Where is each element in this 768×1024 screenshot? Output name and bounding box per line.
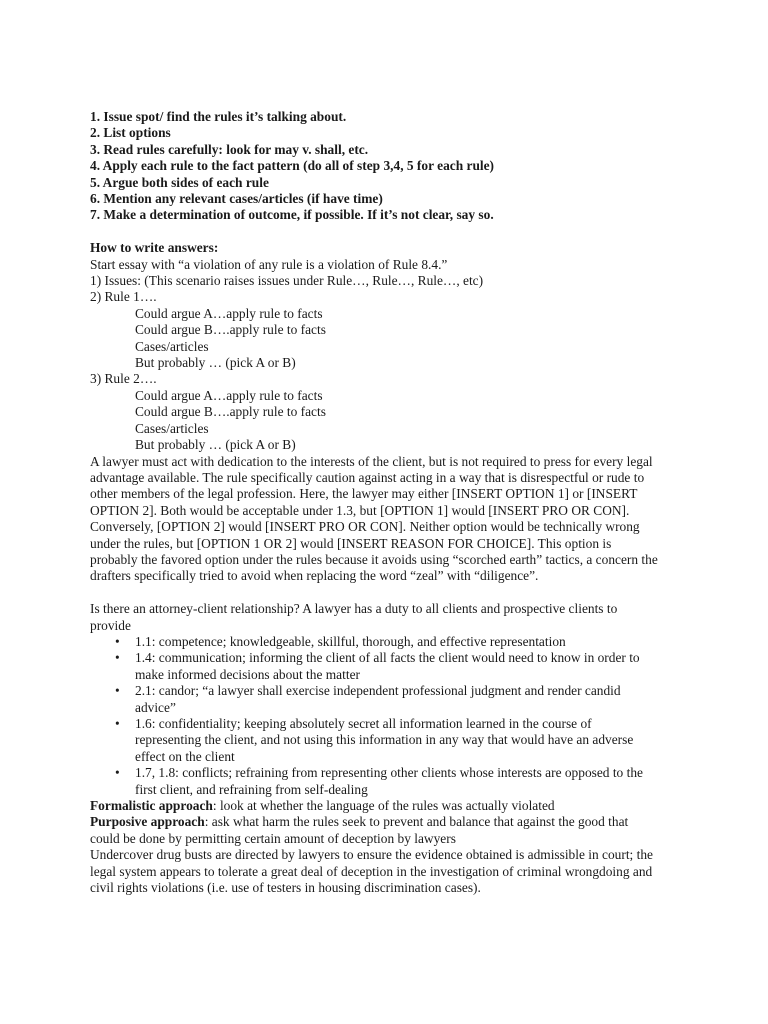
list-item-text: make informed decisions about the matter	[135, 666, 360, 682]
rule-line: Could argue B….apply rule to facts	[135, 404, 326, 420]
rule-line: Could argue B….apply rule to facts	[135, 322, 326, 338]
list-item-text: 1.6: confidentiality; keeping absolutely secret all information learned in the course of	[135, 716, 592, 731]
duties-list	[90, 634, 690, 798]
step-item: 5. Argue both sides of each rule	[90, 174, 269, 190]
purposive-label: Purposive approach	[90, 814, 205, 830]
step-item: 2. List options	[90, 125, 171, 141]
dedication-paragraph	[90, 454, 690, 585]
list-item-text: 1.4: communication; informing the client of all facts the client would need to know in order to	[135, 650, 640, 666]
purposive-text: : ask what harm the rules seek to prevent and balance that against the good that	[204, 814, 629, 830]
spacer	[90, 585, 690, 601]
rule-line: Cases/articles	[135, 420, 209, 436]
section-heading: How to write answers:	[90, 240, 219, 256]
list-item	[90, 765, 690, 798]
paragraph-line: under the rules, but [OPTION 1 OR 2] would [INSERT REASON FOR CHOICE]. This option is	[90, 535, 612, 551]
start-instruction: Start essay with “a violation of any rule is a violation of Rule 8.4.”	[90, 256, 448, 272]
purposive-continuation: could be done by permitting certain amount of deception by lawyers	[90, 830, 456, 846]
step-item: 3. Read rules carefully: look for may v. shall, etc.	[90, 141, 369, 157]
formalistic-text: : look at whether the language of the rules was actually violated	[212, 798, 555, 814]
document-body	[90, 109, 690, 896]
paragraph-line: advantage available. The rule specifically caution against acting in a way that is disrespectful or rude to	[90, 469, 645, 485]
list-item-text: first client, and refraining from self-dealing	[135, 781, 368, 797]
paragraph-line: A lawyer must act with dedication to the interests of the client, but is not required to press for every legal	[90, 453, 653, 469]
spacer	[90, 224, 690, 240]
closing-paragraph	[90, 847, 690, 896]
rule-line: But probably … (pick A or B)	[135, 355, 296, 371]
rule-line: But probably … (pick A or B)	[135, 437, 296, 453]
list-item-text: 1.7, 1.8: conflicts; refraining from representing other clients whose interests are opposed to the	[135, 765, 643, 781]
list-item	[90, 716, 690, 765]
list-item-text: 2.1: candor; “a lawyer shall exercise independent professional judgment and render candid	[135, 683, 621, 699]
paragraph-line: OPTION 2]. Both would be acceptable under 1.3, but [OPTION 1] would [INSERT PRO OR CON].	[90, 502, 630, 518]
formalistic-line	[90, 798, 690, 814]
bullet-icon: •	[115, 650, 120, 666]
list-item	[90, 650, 690, 683]
paragraph-line: legal system appears to tolerate a great deal of deception in the investigation of criminal wrongdoing and	[90, 863, 653, 879]
step-item: 1. Issue spot/ find the rules it’s talking about.	[90, 109, 347, 124]
step-item: 6. Mention any relevant cases/articles (if have time)	[90, 191, 383, 207]
rule-line: Could argue A…apply rule to facts	[135, 305, 323, 321]
paragraph-line: other members of the legal profession. Here, the lawyer may either [INSERT OPTION 1] or [INSERT	[90, 486, 638, 502]
paragraph-line: provide	[90, 617, 131, 633]
paragraph-line: probably the favored option under the rules because it avoids using “scorched earth” tactics, a concern the	[90, 551, 658, 567]
list-item-text: representing the client, and not using this information in any way that would have an adverse	[135, 732, 634, 748]
list-item-text: advice”	[135, 699, 176, 715]
paragraph-line: drafters specifically tried to avoid when replacing the word “zeal” with “diligence”.	[90, 568, 539, 584]
list-item	[90, 683, 690, 716]
formalistic-label: Formalistic approach	[90, 798, 213, 814]
paragraph-line: Conversely, [OPTION 2] would [INSERT PRO OR CON]. Neither option would be technically wrong	[90, 519, 640, 535]
rule-heading: 3) Rule 2….	[90, 371, 157, 387]
rule-heading: 2) Rule 1….	[90, 289, 157, 305]
bullet-icon: •	[115, 765, 120, 781]
rule-line: Cases/articles	[135, 338, 209, 354]
bullet-icon: •	[115, 683, 120, 699]
list-item	[90, 634, 690, 650]
issues-line: 1) Issues: (This scenario raises issues under Rule…, Rule…, Rule…, etc)	[90, 273, 484, 289]
rule-line: Could argue A…apply rule to facts	[135, 387, 323, 403]
approaches-section	[90, 798, 690, 847]
purposive-line	[90, 814, 690, 830]
list-item-text: 1.1: competence; knowledgeable, skillful, thorough, and effective representation	[135, 633, 566, 649]
paragraph-line: civil rights violations (i.e. use of testers in housing discrimination cases).	[90, 880, 481, 896]
relationship-section	[90, 601, 690, 798]
step-item: 4. Apply each rule to the fact pattern (do all of step 3,4, 5 for each rule)	[90, 158, 495, 174]
paragraph-line: Undercover drug busts are directed by lawyers to ensure the evidence obtained is admissible in court; the	[90, 847, 653, 863]
bullet-icon: •	[115, 716, 120, 731]
list-item-text: effect on the client	[135, 748, 235, 764]
steps-list	[90, 109, 690, 224]
bullet-icon: •	[115, 633, 120, 649]
paragraph-line: Is there an attorney-client relationship? A lawyer has a duty to all clients and prospective clients to	[90, 601, 618, 617]
step-item: 7. Make a determination of outcome, if possible. If it’s not clear, say so.	[90, 207, 494, 223]
